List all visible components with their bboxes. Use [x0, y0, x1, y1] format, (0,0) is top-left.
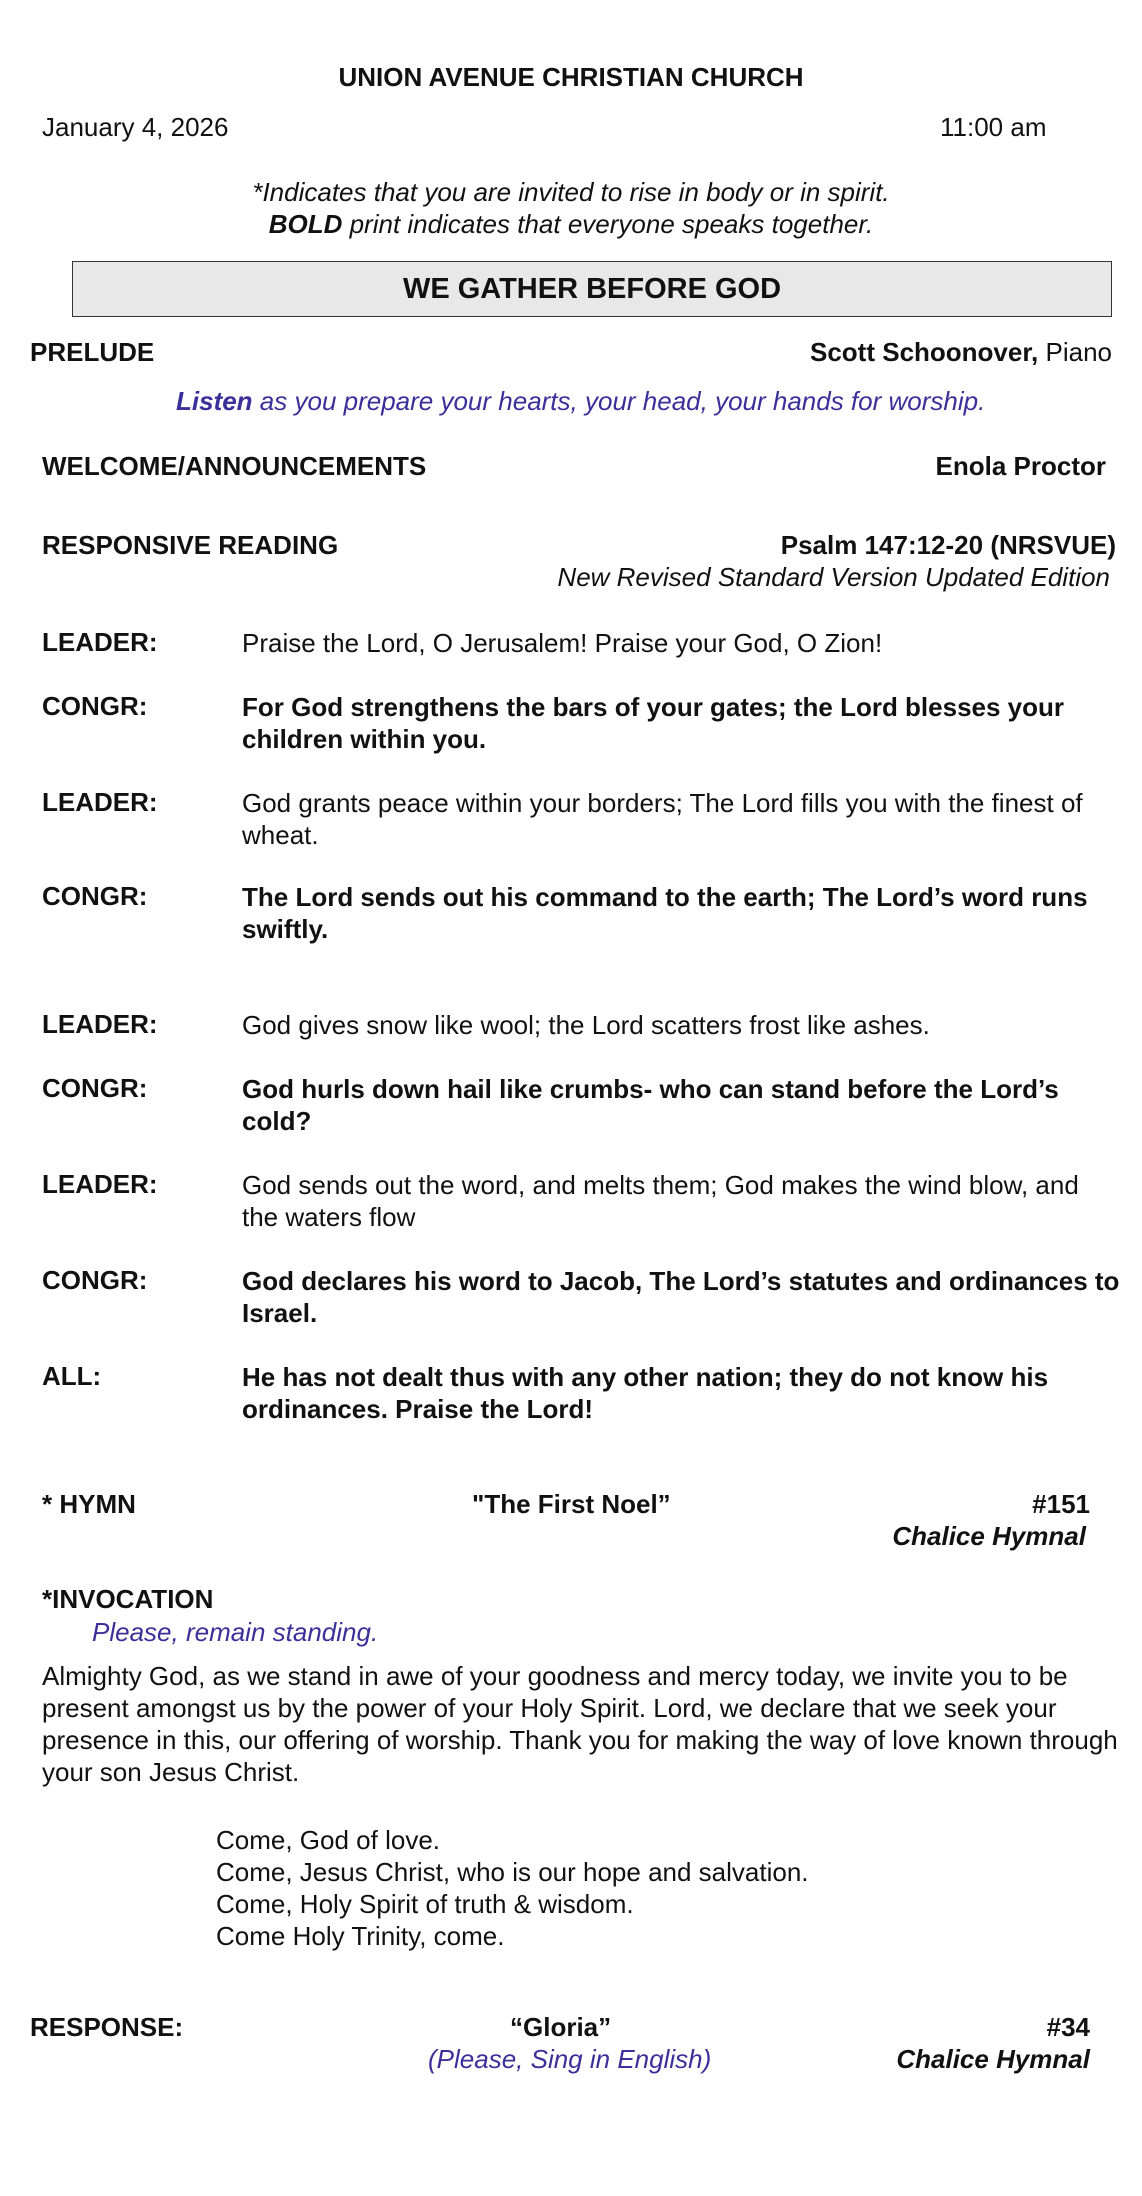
prelude-performer	[810, 337, 1112, 368]
prelude-label: PRELUDE	[30, 337, 155, 367]
reading-speaker: LEADER:	[42, 1169, 158, 1199]
reading-line: God grants peace within your borders; The Lord fills you with the finest of wheat.	[242, 788, 1083, 850]
reading-version: New Revised Standard Version Updated Edition	[557, 562, 1110, 592]
reading-line: The Lord sends out his command to the earth; The Lord’s word runs swiftly.	[242, 882, 1088, 944]
section-header	[72, 261, 1112, 317]
service-time: 11:00 am	[940, 112, 1047, 142]
bold-note-text: print indicates that everyone speaks together.	[342, 209, 874, 239]
reading-speaker: LEADER:	[42, 787, 158, 817]
service-date: January 4, 2026	[42, 112, 229, 142]
listen-text: as you prepare your hearts, your head, your hands for worship.	[252, 386, 986, 416]
instructions-note	[0, 176, 1142, 240]
listen-keyword: Listen	[176, 386, 253, 416]
bold-note	[0, 208, 1142, 240]
hymn-label: * HYMN	[42, 1489, 136, 1519]
welcome-leader: Enola Proctor	[935, 451, 1106, 481]
prelude-instruction	[176, 386, 985, 417]
invocation-prayer: Almighty God, as we stand in awe of your goodness and mercy today, we invite you to be present amongst us by the power of your Holy Spirit. Lord, we declare that we seek your presence in this, our offering of worship. Thank you for making the way of love known through your son Jesus Christ.	[42, 1661, 1118, 1787]
hymn-book: Chalice Hymnal	[892, 1521, 1086, 1551]
invocation-instruction: Please, remain standing.	[92, 1617, 379, 1647]
reading-speaker: CONGR:	[42, 1073, 148, 1103]
reading-line: For God strengthens the bars of your gates; the Lord blesses your children within you.	[242, 692, 1065, 754]
reading-line: God declares his word to Jacob, The Lord’s statutes and ordinances to Israel.	[242, 1266, 1120, 1328]
response-label: RESPONSE:	[30, 2012, 184, 2042]
reading-passage: Psalm 147:12-20 (NRSVUE)	[780, 530, 1116, 560]
hymn-number: #151	[1032, 1489, 1090, 1519]
church-name: UNION AVENUE CHRISTIAN CHURCH	[338, 62, 804, 92]
reading-speaker: CONGR:	[42, 881, 148, 911]
reading-speaker: CONGR:	[42, 1265, 148, 1295]
reading-speaker: LEADER:	[42, 627, 158, 657]
rise-note: *Indicates that you are invited to rise in body or in spirit.	[252, 177, 890, 207]
hymn-title: "The First Noel”	[472, 1489, 671, 1519]
performer-name: Scott Schoonover,	[810, 337, 1039, 367]
reading-line: God hurls down hail like crumbs- who can stand before the Lord’s cold?	[242, 1074, 1059, 1136]
reading-line: Praise the Lord, O Jerusalem! Praise your God, O Zion!	[242, 628, 883, 658]
reading-speaker: CONGR:	[42, 691, 148, 721]
reading-label: RESPONSIVE READING	[42, 530, 339, 560]
come-line: Come, Jesus Christ, who is our hope and salvation.	[216, 1857, 809, 1887]
performer-instrument: Piano	[1038, 337, 1112, 367]
response-title: “Gloria”	[510, 2012, 612, 2042]
reading-speaker: LEADER:	[42, 1009, 158, 1039]
bold-note-keyword: BOLD	[268, 209, 343, 239]
section-title: WE GATHER BEFORE GOD	[402, 272, 782, 305]
invocation-label: *INVOCATION	[42, 1584, 214, 1614]
reading-line: God sends out the word, and melts them; God makes the wind blow, and the waters flow	[242, 1170, 1079, 1232]
reading-line: God gives snow like wool; the Lord scatters frost like ashes.	[242, 1010, 930, 1040]
response-book: Chalice Hymnal	[896, 2044, 1090, 2074]
reading-speaker: ALL:	[42, 1361, 102, 1391]
response-number: #34	[1046, 2012, 1090, 2042]
come-line: Come Holy Trinity, come.	[216, 1921, 505, 1951]
reading-line: He has not dealt thus with any other nation; they do not know his ordinances. Praise the Lord!	[242, 1362, 1049, 1424]
response-instruction: (Please, Sing in English)	[428, 2044, 712, 2074]
come-line: Come, Holy Spirit of truth & wisdom.	[216, 1889, 634, 1919]
welcome-label: WELCOME/ANNOUNCEMENTS	[42, 451, 427, 481]
come-line: Come, God of love.	[216, 1825, 440, 1855]
come-litany	[216, 1824, 809, 1952]
